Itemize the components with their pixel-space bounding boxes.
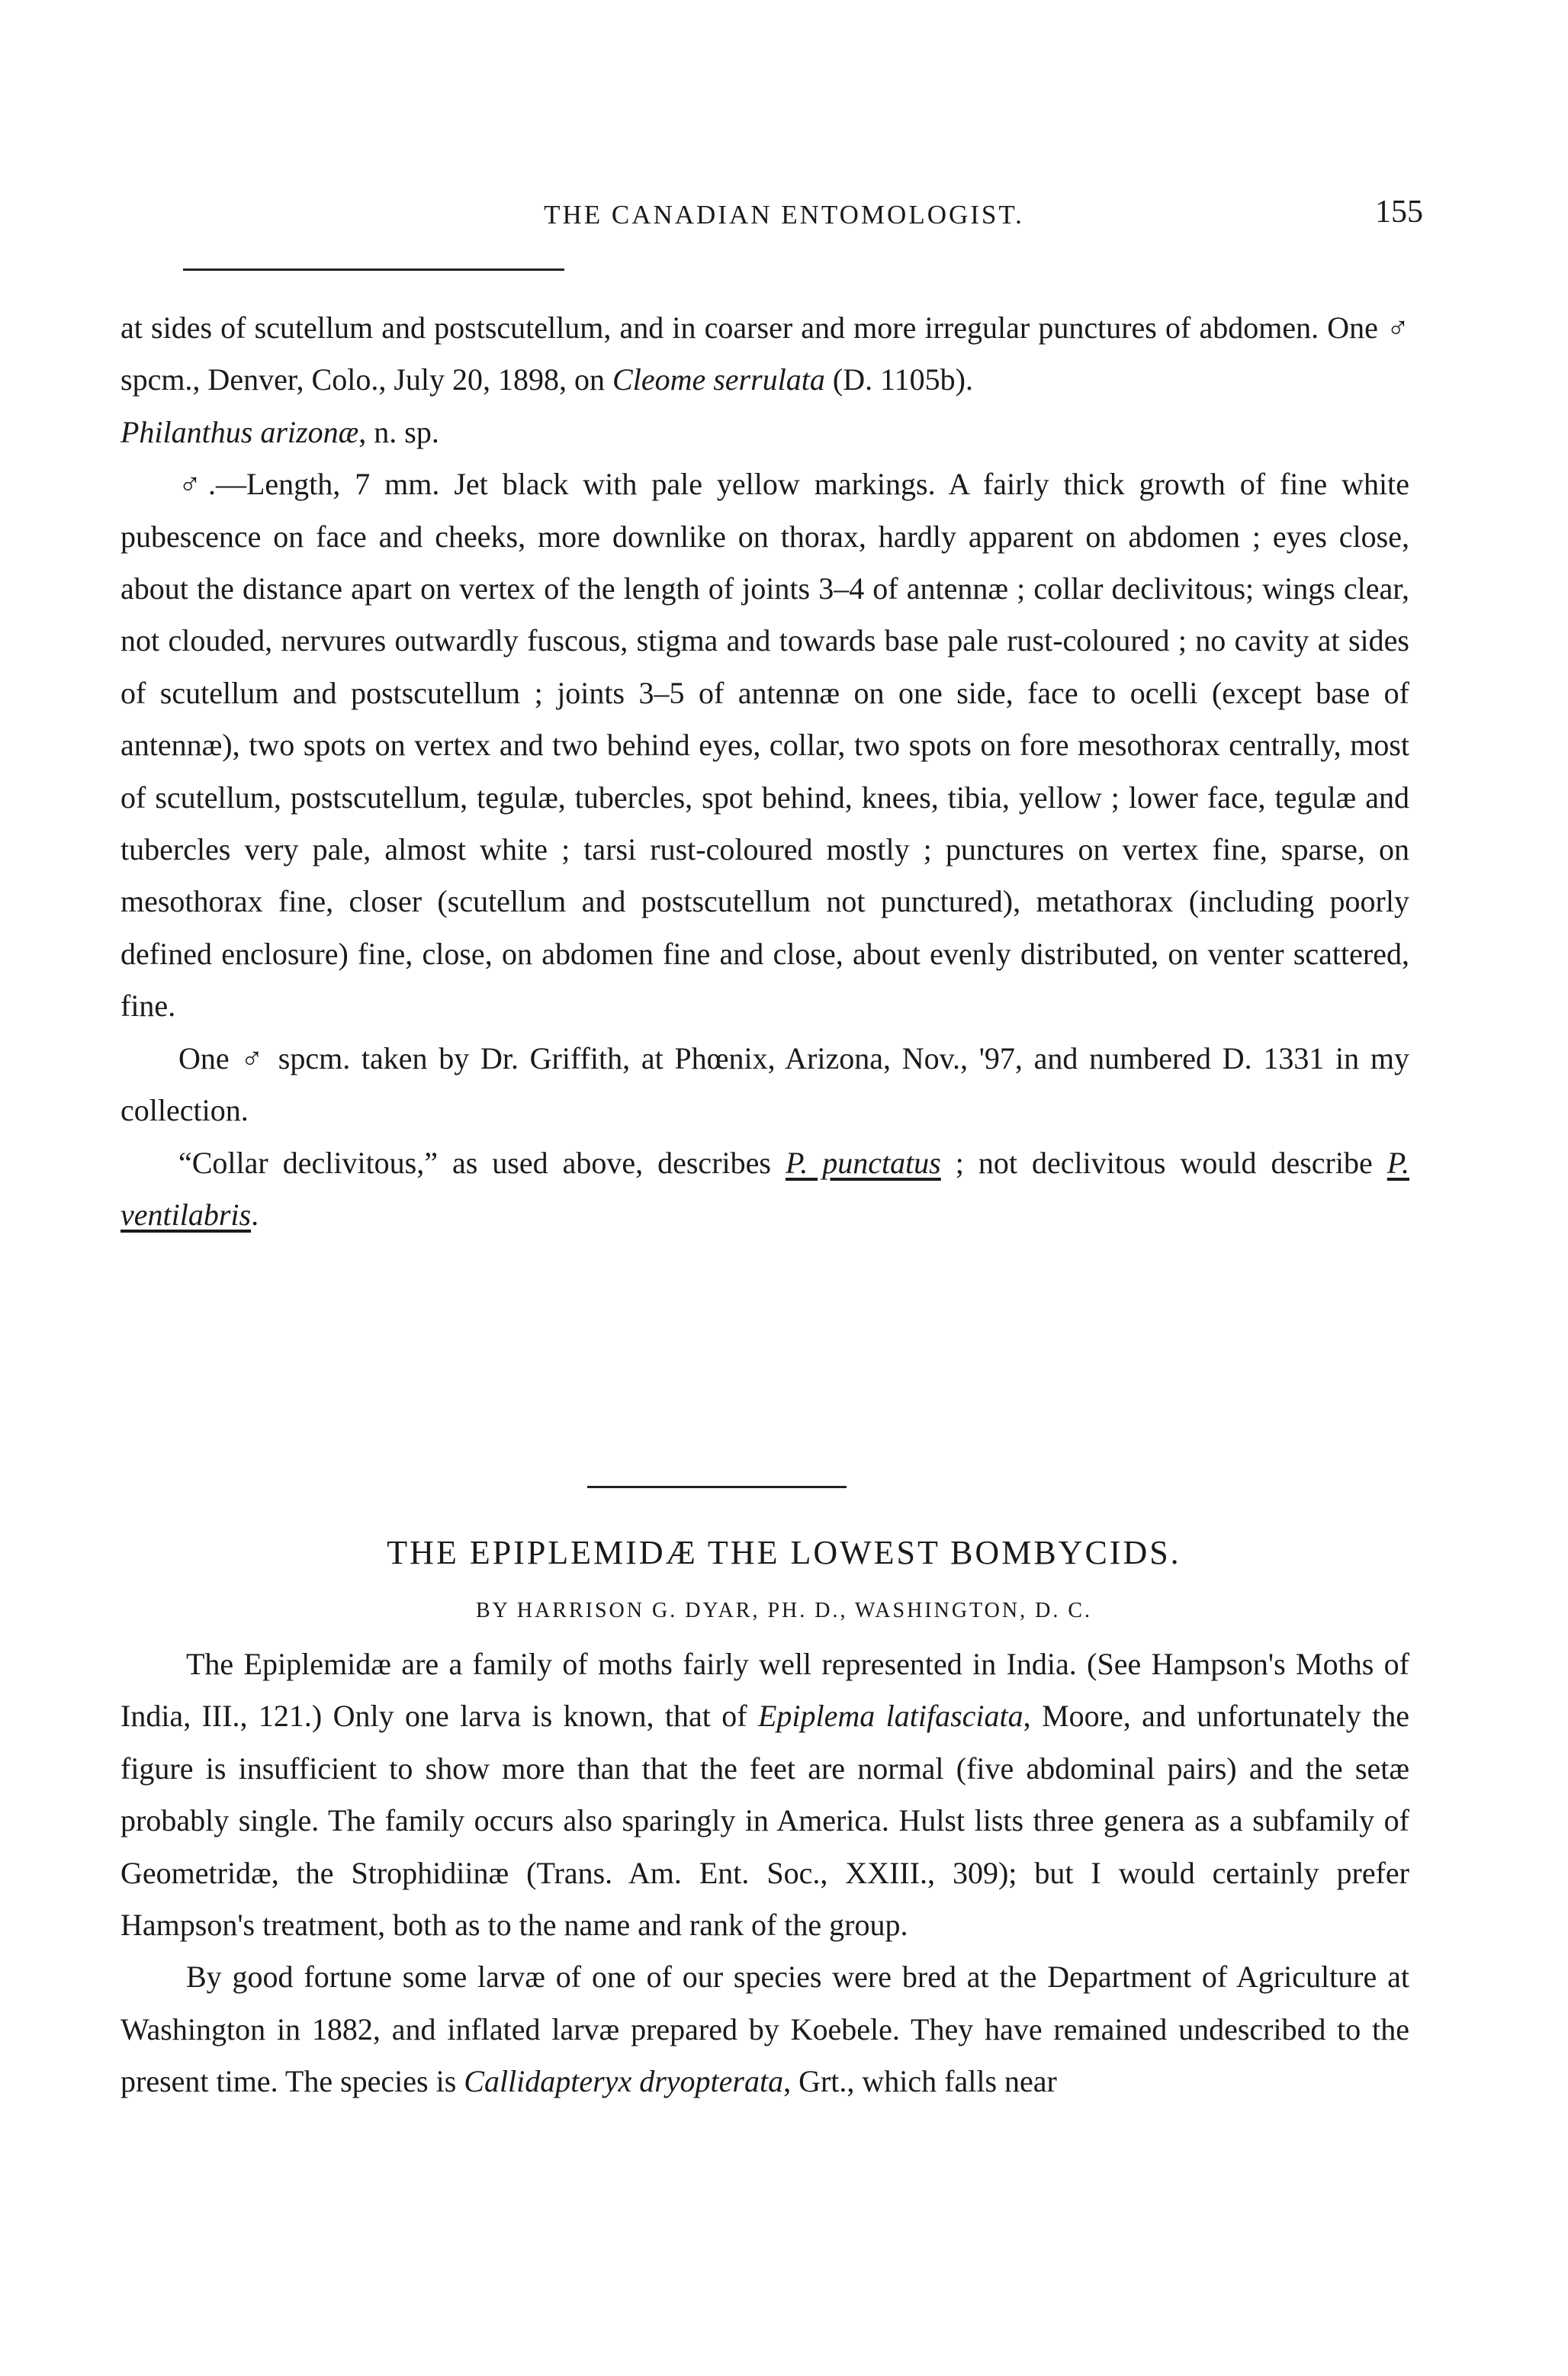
species-description: ♂.—Length, 7 mm. Jet black with pale yellow markings. A fairly thick growth of fine white pubescence on face and cheeks, more downlike on thorax, hardly apparent on abdomen ; eyes close, about the distance apart on vertex of the length of joints 3–4 of antennæ ; collar declivitous; wings clear, not clouded, nervures outwardly fuscous, stigma and towards base pale rust-coloured ; no cavity at sides of scutellum and postscutellum ; joints 3–5 of antennæ on one side, face to ocelli (except base of antennæ), two spots on vertex and two behind eyes, collar, two spots on fore mesothorax centrally, most of scutellum, postscutellum, tegulæ, tubercles, spot behind, knees, tibia, yellow ; lower face, tegulæ and tubercles very pale, almost white ; tarsi rust-coloured mostly ; punctures on vertex fine, sparse, on mesothorax fine, closer (scutellum and postscutellum not punctured), metathorax (including poorly defined enclosure) fine, close, on abdomen fine and close, about evenly distributed, on venter scattered, fine. (120, 467, 1409, 1024)
species-genus: Philanthus (120, 414, 253, 449)
page-number: 155 (1375, 195, 1423, 230)
species-reference: Epiplema latifasciata (757, 1699, 1023, 1734)
species-reference: Callidapteryx dryopterata (464, 2064, 784, 2099)
previous-article-continuation (120, 302, 1409, 1241)
paragraph-continuation: at sides of scutellum and postscutellum, and in coarser and more irregular punctures of abdomen. One ♂ spcm., Denver, Colo., July 20, 1898, on Cleome serrulata (D. 1105b). (120, 310, 1409, 397)
collar-note: “Collar declivitous,” as used above, describes P. punctatus ; not declivitous would describe P. ventilabris. (120, 1145, 1410, 1232)
article-paragraph: By good fortune some larvæ of one of our species were bred at the Department of Agriculture at Washington in 1882, and inflated larvæ prepared by Koebele. They have remained undescribed to the present time. The species is Callidapteryx dryopterata, Grt., which falls near (120, 1960, 1409, 2099)
species-reference: P. punctatus (785, 1145, 941, 1180)
running-title: THE CANADIAN ENTOMOLOGIST. (544, 200, 1024, 230)
species-heading: Philanthus arizonæ, n. sp. (120, 414, 439, 449)
running-head (0, 195, 1568, 246)
species-epithet: arizonæ (260, 414, 359, 449)
article-paragraph: The Epiplemidæ are a family of moths fairly well represented in India. (See Hampson's Moths of India, III., 121.) Only one larva is known, that of Epiplema latifasciata, Moore, and unfortunately the figure is insufficient to show more than that the feet are normal (five abdominal pairs) and the setæ probably single. The family occurs also sparingly in America. Hulst lists three genera as a subfamily of Geometridæ, the Strophidiinæ (Trans. Am. Ent. Soc., XXIII., 309); but I would certainly prefer Hampson's treatment, both as to the name and rank of the group. (120, 1647, 1409, 1943)
header-rule (183, 268, 564, 271)
article-body (120, 1638, 1409, 2108)
section-divider (587, 1486, 847, 1488)
specimen-record: One ♂ spcm. taken by Dr. Griffith, at Phœnix, Arizona, Nov., '97, and numbered D. 1331 in my collection. (120, 1040, 1409, 1128)
plant-name: Cleome serrulata (612, 362, 825, 397)
article-byline: BY HARRISON G. DYAR, PH. D., WASHINGTON, D. C. (476, 1599, 1092, 1622)
article-title: THE EPIPLEMIDÆ THE LOWEST BOMBYCIDS. (387, 1534, 1181, 1571)
species-reference: P. ventilabris (120, 1145, 1410, 1232)
